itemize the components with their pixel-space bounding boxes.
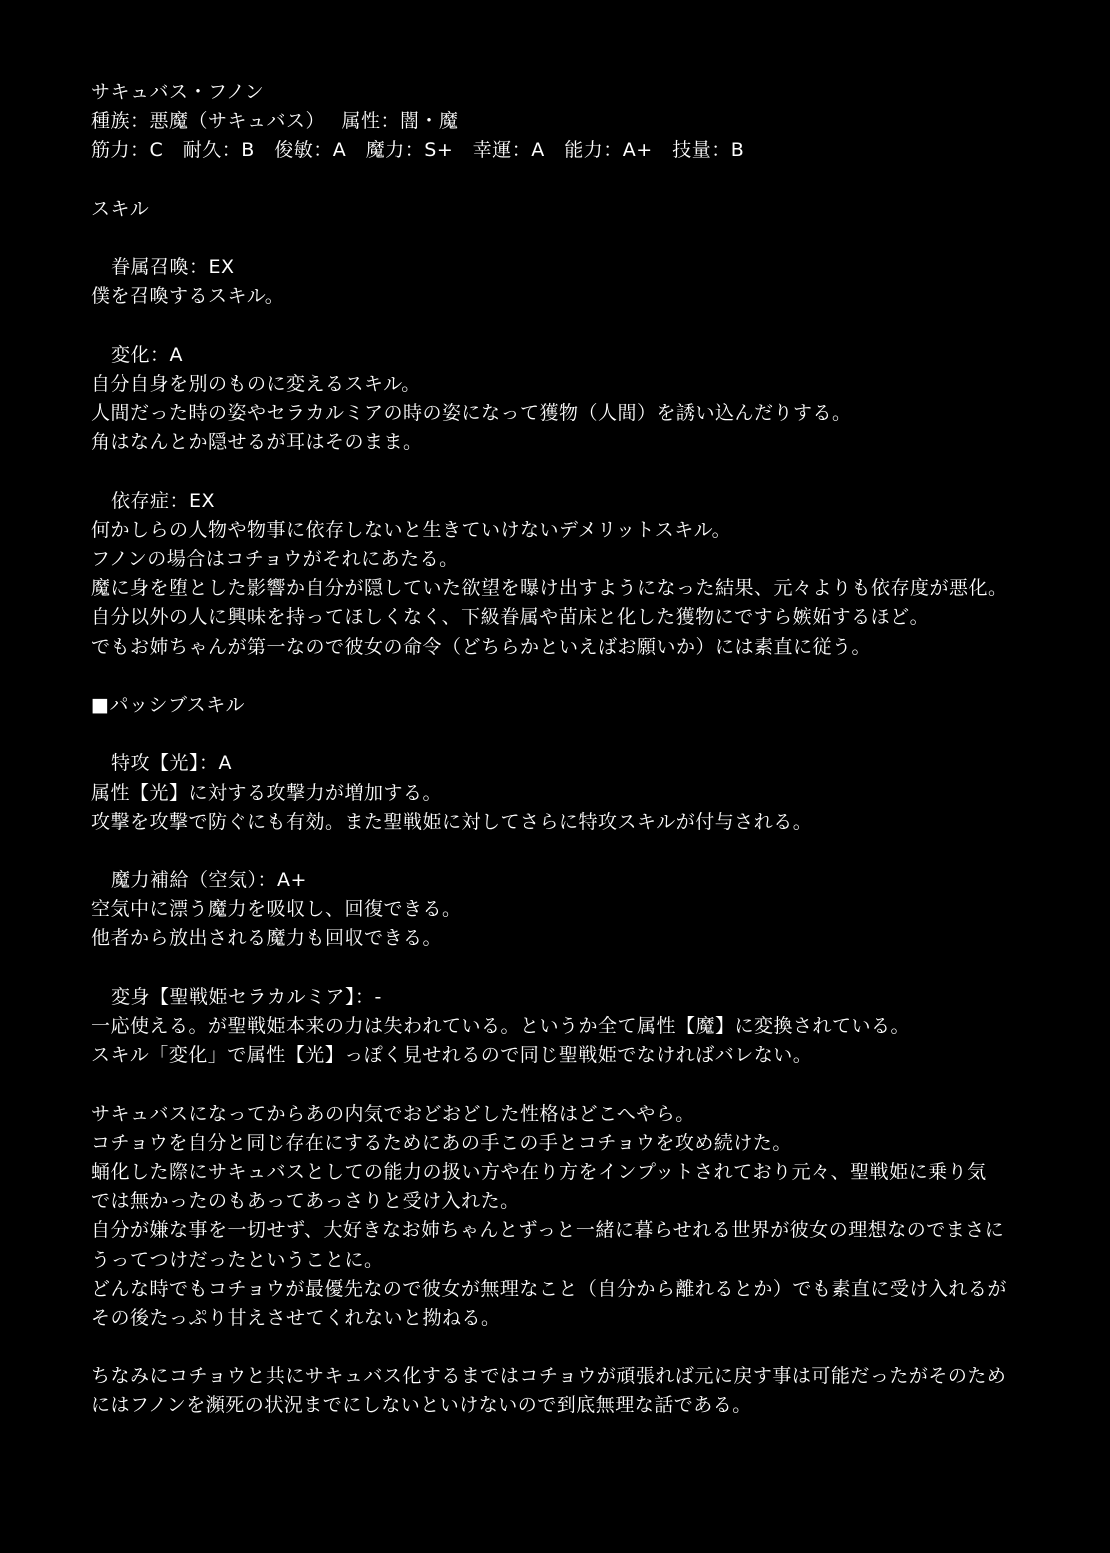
notes-line: 蛹化した際にサキュバスとしての能力の扱い方や在り方をインプットされており元々、聖戦姫に乗り気	[91, 1160, 987, 1183]
passive-skill-description: 他者から放出される魔力も回収できる。	[91, 927, 443, 950]
notes-line: どんな時でもコチョウが最優先なので彼女が無理なこと（自分から離れるとか）でも素直に受け入れるが	[91, 1277, 1007, 1300]
notes-line: うってつけだったということに。	[91, 1248, 384, 1271]
stats-line: 筋力：C 耐久：B 俊敏：A 魔力：S+ 幸運：A 能力：A+ 技量：B	[91, 139, 745, 162]
passive-skill-description: 属性【光】に対する攻撃力が増加する。	[91, 781, 443, 804]
spacer	[91, 662, 1081, 691]
skill-description: でもお姉ちゃんが第一なので彼女の命令（どちらかといえばお願いか）には素直に従う。	[91, 635, 872, 658]
passive-skill-description: 攻撃を攻撃で防ぐにも有効。また聖戦姫に対してさらに特攻スキルが付与される。	[91, 810, 813, 833]
spacer	[91, 954, 1081, 983]
passive-skill-title: 変身【聖戦姫セラカルミア】：-	[111, 985, 382, 1008]
skill-title: 眷属召喚：EX	[111, 256, 235, 279]
skill-description: 角はなんとか隠せるが耳はそのまま。	[91, 431, 423, 454]
passive-skill-title: 魔力補給（空気）：A+	[111, 869, 307, 892]
spacer	[91, 720, 1081, 749]
skill-description: 僕を召喚するスキル。	[91, 285, 285, 308]
skill-title: 変化：A	[111, 343, 183, 366]
skill-title: 依存症：EX	[111, 489, 216, 512]
notes-line: では無かったのもあってあっさりと受け入れた。	[91, 1190, 520, 1213]
passive-skills-heading: ■パッシブスキル	[91, 693, 246, 716]
notes-line: 自分が嫌な事を一切せず、大好きなお姉ちゃんとずっと一緒に暮らせれる世界が彼女の理想なのでまさに	[91, 1219, 1005, 1242]
skill-description: 自分自身を別のものに変えるスキル。	[91, 372, 421, 395]
passive-skill-description: 空気中に漂う魔力を吸収し、回復できる。	[91, 898, 462, 921]
spacer	[91, 457, 1081, 486]
spacer	[91, 837, 1081, 866]
spacer	[91, 1070, 1081, 1099]
skill-description: 自分以外の人に興味を持ってほしくなく、下級眷属や苗床と化した獲物にですら嫉妬するほど。	[91, 606, 930, 629]
notes-line: その後たっぷり甘えさせてくれないと拗ねる。	[91, 1306, 501, 1329]
skill-description: 何かしらの人物や物事に依存しないと生きていけないデメリットスキル。	[91, 518, 732, 541]
character-name: サキュバス・フノン	[91, 81, 265, 103]
spacer	[91, 1333, 1081, 1362]
skills-heading: スキル	[91, 197, 150, 220]
spacer	[91, 312, 1081, 341]
passive-skill-description: 一応使える。が聖戦姫本来の力は失われている。というか全て属性【魔】に変換されている。	[91, 1015, 911, 1037]
spacer	[91, 224, 1081, 253]
skill-description: 魔に身を堕とした影響か自分が隠していた欲望を曝け出すようになった結果、元々よりも依存度が悪化。	[91, 577, 1008, 600]
document-page	[91, 78, 1081, 1421]
passive-skill-description: スキル「変化」で属性【光】っぽく見せれるので同じ聖戦姫でなければバレない。	[91, 1044, 813, 1067]
skill-description: 人間だった時の姿やセラカルミアの時の姿になって獲物（人間）を誘い込んだりする。	[91, 402, 852, 425]
passive-skill-title: 特攻【光】：A	[111, 752, 232, 775]
notes-line: サキュバスになってからあの内気でおどおどした性格はどこへやら。	[91, 1102, 695, 1125]
notes-line: にはフノンを瀕死の状況までにしないといけないので到底無理な話である。	[91, 1394, 752, 1417]
notes-line: ちなみにコチョウと共にサキュバス化するまではコチョウが頑張れば元に戻す事は可能だったがそのため	[91, 1365, 1007, 1388]
spacer	[91, 166, 1081, 195]
skill-description: フノンの場合はコチョウがそれにあたる。	[91, 548, 459, 570]
notes-line: コチョウを自分と同じ存在にするためにあの手この手とコチョウを攻め続けた。	[91, 1131, 792, 1154]
race-attribute-line: 種族：悪魔（サキュバス） 属性：闇・魔	[91, 110, 459, 133]
